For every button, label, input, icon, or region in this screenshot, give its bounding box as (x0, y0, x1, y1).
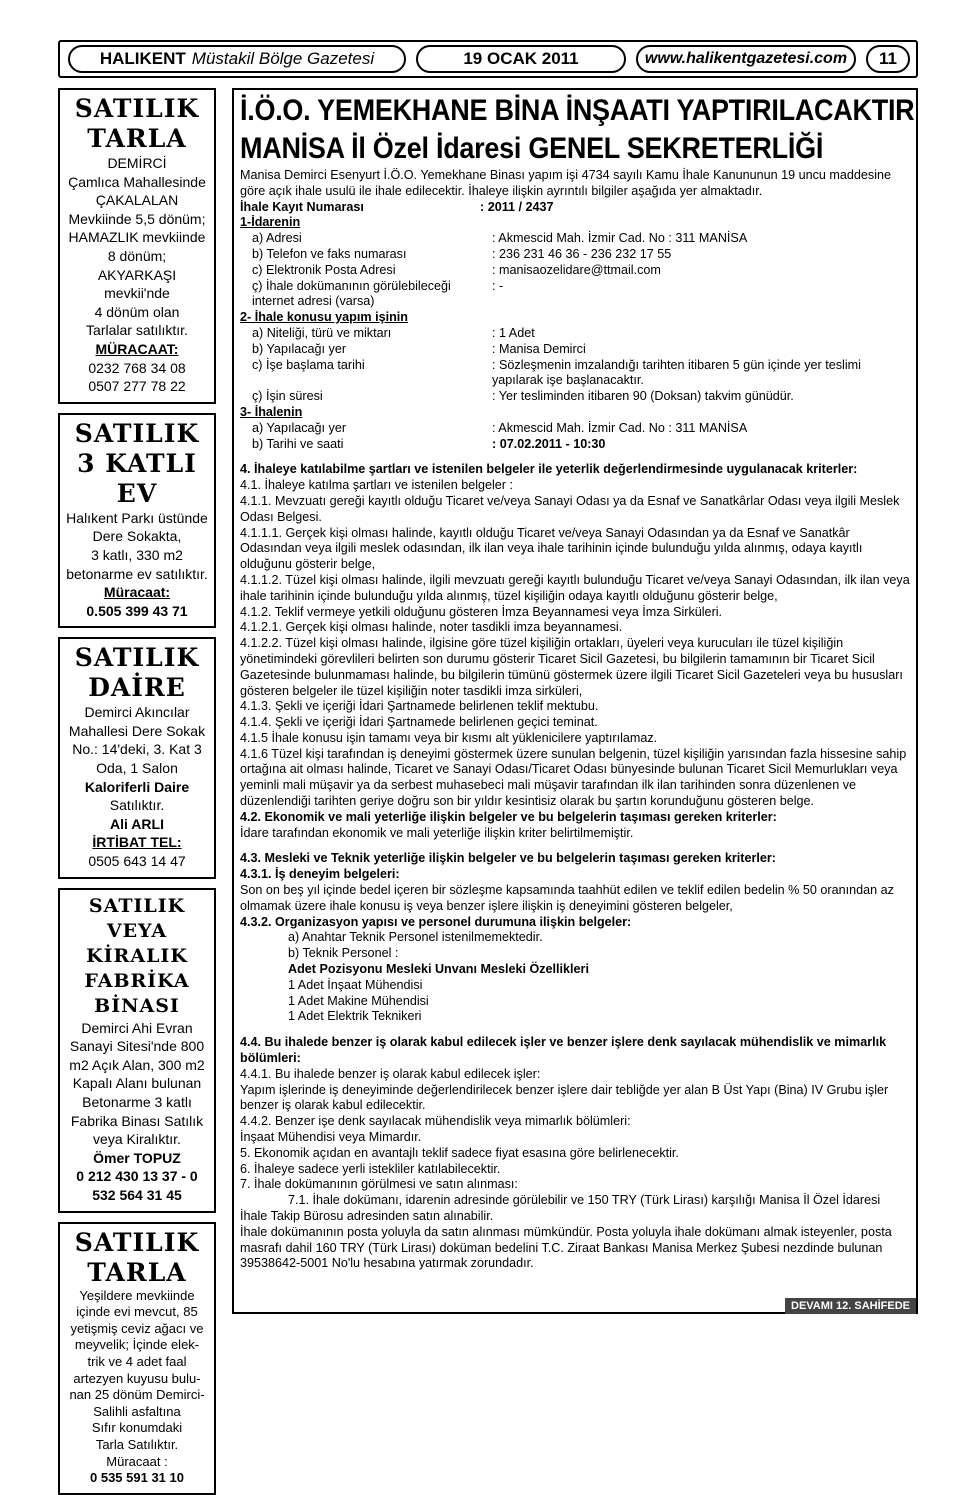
info-key: b) Tarihi ve saati (252, 436, 344, 451)
section-heading: 2- İhale konusu yapım işinin (240, 310, 408, 325)
section-heading: 4.2. Ekonomik ve mali yeterliğe ilişkin belgeler ve bu belgelerin taşıması gereken kriterler: (240, 809, 777, 824)
ad-line: Kaloriferli Daire (84, 778, 190, 795)
info-key: a) Adresi (252, 231, 302, 246)
ad-title: SATILIK (74, 418, 200, 448)
ad-line: Kapalı Alanı bulunan (72, 1075, 202, 1092)
info-key: ç) İşin süresi (252, 389, 323, 404)
ad-line: Tarlalar satılıktır. (86, 322, 188, 339)
info-value: : Sözleşmenin imzalandığı tarihten itibaren 5 gün içinde yer teslimi yapılarak işe başlanacaktır. (492, 357, 861, 388)
kayit-row (240, 200, 910, 216)
article-subtitle: MANİSA İl Özel İdaresi GENEL SEKRETERLİĞİ (240, 132, 824, 165)
personnel-header: Adet Pozisyonu Mesleki Unvanı Mesleki Özellikleri (288, 962, 589, 977)
ad-line: Demirci Akıncılar (84, 704, 190, 721)
ad-title: SATILIK (74, 643, 200, 673)
ad-line: Betonarme 3 katlı (82, 1094, 192, 1110)
paragraph: a) Anahtar Teknik Personel istenilmemektedir. (288, 930, 543, 945)
ad-phone: 0 212 430 13 37 - 0 (76, 1168, 198, 1185)
ad-contact-label: MÜRACAAT: (95, 340, 179, 357)
ad-phone: 0232 768 34 08 (88, 359, 186, 376)
ad-phone: 0.505 399 43 71 (86, 602, 188, 619)
ad-line: nan 25 dönüm Demirci- (69, 1387, 205, 1403)
ad-title: FABRİKA (84, 969, 190, 992)
ad-phone: 532 564 31 45 (92, 1186, 182, 1203)
ad-title: BİNASI (94, 994, 180, 1017)
ad-title: TARLA (87, 1257, 187, 1287)
website-link[interactable]: www.halikentgazetesi.com (636, 45, 856, 73)
info-row (240, 247, 910, 263)
info-key: c) İşe başlama tarihi (252, 357, 365, 372)
info-row (240, 231, 910, 247)
info-row (240, 389, 910, 405)
ad-line: Salihli asfaltına (93, 1403, 181, 1419)
subsection-heading: 4.3.1. İş deneyim belgeleri: (240, 867, 400, 882)
ad-line: Halıkent Parkı üstünde (66, 509, 208, 526)
continued-label: DEVAMI 12. SAHİFEDE (785, 1298, 916, 1314)
ad-line: Demirci Ahi Evran (81, 1019, 193, 1036)
paragraph: b) Teknik Personel : (288, 946, 399, 961)
paragraph: 6. İhaleye sadece yerli istekliler katılabilecektir. (240, 1161, 501, 1176)
info-value: : Akmescid Mah. İzmir Cad. No : 311 MANİSA (492, 420, 748, 435)
ad-line: 3 katlı, 330 m2 (91, 546, 183, 563)
ad-line: Satılıktır. (109, 797, 165, 814)
paragraph: Son on beş yıl içinde bedel içeren bir sözleşme kapsamında taahhüt edilen ve teklif edilen bedelin % 50 oranından az olmamak üzere ihale konusu iş veya benzer işlere ilişkin iş deneyimini gösteren belgeler, (240, 883, 894, 913)
ad-title: 3 KATLI EV (77, 448, 197, 508)
info-key: b) Yapılacağı yer (252, 341, 347, 356)
intro-paragraph: Manisa Demirci Esenyurt İ.Ö.O. Yemekhane Binası yapım işi 4734 sayılı Kamu İhale Kanununun 19 uncu maddesine göre açık ihale usulü ile ihale edilecektir. İhaleye ilişkin ayrıntılı bilgiler aşağıda yer almaktadır. (240, 168, 892, 198)
personnel-item: 1 Adet Elektrik Teknikeri (288, 1009, 422, 1024)
personnel-item: 1 Adet Makine Mühendisi (288, 993, 429, 1008)
info-row (240, 437, 910, 453)
info-row (240, 342, 910, 358)
paper-subtitle: Müstakil Bölge Gazetesi (191, 49, 375, 68)
ad-satilik-tarla-2 (58, 1222, 216, 1495)
personnel-item: 1 Adet İnşaat Mühendisi (288, 977, 423, 992)
info-row (240, 421, 910, 437)
ad-line: No.: 14'deki, 3. Kat 3 (72, 741, 202, 758)
ad-contact-name: Ömer TOPUZ (93, 1149, 181, 1166)
ad-line: Sanayi Sitesi'nde 800 (69, 1038, 205, 1055)
section-heading: 1-İdarenin (240, 215, 301, 230)
info-row (240, 263, 910, 279)
paragraph: İhale dokümanının posta yoluyla da satın alınması mümkündür. Posta yoluyla ihale dokümanı almak isteyenler, posta masrafı dahil 160 TRY (Türk Lirası) doküman bedelini T.C. Ziraat Bankası Manisa Merkez Şubesi nezdinde bulunan 39538642-5001 No'lu hesabına yatırmak zorundadır. (240, 1224, 892, 1271)
ad-title: SATILIK (74, 94, 200, 123)
paragraph: 4.1.2. Teklif vermeye yetkili olduğunu gösteren İmza Beyannamesi veya İmza Sirküleri. (240, 604, 723, 619)
ad-line: Dere Sokakta, (92, 528, 182, 545)
ad-line: m2 Açık Alan, 300 m2 (69, 1056, 205, 1073)
info-value: : manisaozelidare@ttmail.com (492, 262, 661, 277)
paper-name: HALIKENT (99, 49, 186, 68)
ad-line: veya Kiralıktır. (93, 1131, 181, 1148)
info-value: : Manisa Demirci (492, 341, 586, 356)
paragraph: İnşaat Mühendisi veya Mimardır. (240, 1130, 422, 1145)
info-value: : - (492, 278, 504, 293)
kayit-label: İhale Kayıt Numarası (240, 199, 364, 214)
article-title: İ.Ö.O. YEMEKHANE BİNA İNŞAATI YAPTIRILACAKTIR (240, 94, 915, 127)
section-heading: 4.3. Mesleki ve Teknik yeterliğe ilişkin belgeler ve bu belgelerin taşıması gereken kriterler: (240, 851, 776, 866)
paragraph: 4.1.5 İhale konusu işin tamamı veya bir kısmı alt yüklenicilere yaptırılamaz. (240, 730, 658, 745)
paragraph: 4.1.2.1. Gerçek kişi olması halinde, noter tasdikli imza beyannamesi. (240, 620, 623, 635)
info-row (240, 358, 910, 390)
kayit-value: : 2011 / 2437 (480, 199, 554, 214)
paragraph: 4.4.2. Benzer işe denk sayılacak mühendislik veya mimarlık bölümleri: (240, 1114, 631, 1129)
ad-title: DAİRE (88, 673, 186, 703)
info-key: ç) İhale dokümanının görülebileceği internet adresi (varsa) (252, 278, 451, 309)
ad-satilik-tarla-1 (58, 88, 216, 404)
ad-line: 8 dönüm; (107, 247, 167, 264)
section-heading: 4. İhaleye katılabilme şartları ve istenilen belgeler ile yeterlik değerlendirmesinde uygulanacak kriterler: (240, 462, 858, 477)
ad-line: HAMAZLIK mevkiinde (68, 229, 206, 246)
ad-line: 4 dönüm olan (94, 303, 180, 320)
section-heading: 4.4. Bu ihalede benzer iş olarak kabul edilecek işler ve benzer işlere denk sayılacak mühendislik ve mimarlık bölümleri: (240, 1035, 887, 1066)
ad-line: trik ve 4 adet faal (87, 1353, 187, 1369)
ad-line: meyvelik; İçinde elek- (74, 1337, 200, 1353)
paragraph: 4.1.4. Şekli ve içeriği İdari Şartnamede belirlenen geçici teminat. (240, 715, 598, 730)
ad-title: SATILIK (74, 1227, 200, 1257)
ad-line: Mahallesi Dere Sokak (68, 722, 206, 739)
info-value: : 236 231 46 36 - 236 232 17 55 (492, 246, 672, 261)
info-key: b) Telefon ve faks numarası (252, 246, 407, 261)
classified-ads-column (58, 88, 216, 1486)
section-heading: 3- İhalenin (240, 404, 303, 419)
paragraph: 4.1. İhaleye katılma şartları ve istenilen belgeler : (240, 478, 514, 493)
paragraph: İdare tarafından ekonomik ve mali yeterliğe ilişkin kriter belirtilmemiştir. (240, 825, 634, 840)
paragraph: 7.1. İhale dokümanı, idarenin adresinde görülebilir ve 150 TRY (Türk Lirası) karşılığı Manisa İl Özel İdaresi İhale Takip Bürosu adresinden satın alınabilir. (240, 1193, 881, 1223)
info-key: a) Yapılacağı yer (252, 420, 347, 435)
paper-name-pill (68, 45, 406, 73)
ad-satilik-daire (58, 637, 216, 878)
ad-phone: 0 535 591 31 10 (90, 1470, 184, 1486)
subsection-heading: 4.3.2. Organizasyon yapısı ve personel durumuna ilişkin belgeler: (240, 914, 632, 929)
paragraph: 5. Ekonomik açıdan en avantajlı teklif sadece fiyat esasına göre belirlenecektir. (240, 1145, 679, 1160)
info-key: c) Elektronik Posta Adresi (252, 262, 396, 277)
ad-line: yetişmiş ceviz ağacı ve (70, 1320, 204, 1336)
tender-article (232, 88, 918, 1314)
info-value: : 07.02.2011 - 10:30 (492, 436, 606, 451)
ad-line: Fabrika Binası Satılık (70, 1112, 204, 1129)
ad-line: DEMİRCİ (107, 155, 167, 171)
info-row (240, 279, 910, 311)
ad-contact-label: Müracaat: (103, 584, 171, 601)
ad-line: Çamlıca Mahallesinde (68, 173, 206, 190)
page-number: 11 (866, 45, 910, 73)
paragraph: 4.1.1.2. Tüzel kişi olması halinde, ilgili mevzuatı gereği kayıtlı bulunduğu Ticaret ve/veya Sanayi Odasından, ilk ilan veya ihale tarihinin içinde bulunduğu yılda alınmış, tüzel kişiliğin odaya kayıtlı olduğunu gösterir belge, (240, 572, 910, 603)
ad-satilik-ev (58, 413, 216, 629)
ad-line: betonarme ev satılıktır. (66, 565, 208, 582)
ad-line: Oda, 1 Salon (96, 760, 178, 777)
paragraph: 4.4.1. Bu ihalede benzer iş olarak kabul edilecek işler: (240, 1066, 541, 1081)
ad-contact-label: İRTİBAT TEL: (92, 834, 182, 851)
info-value: : Akmescid Mah. İzmir Cad. No : 311 MANİSA (492, 231, 748, 246)
info-value: : 1 Adet (492, 325, 535, 340)
paragraph: Yapım işlerinde iş deneyiminde değerlendirilecek benzer işlere dair tebliğde yer alan B Üst Yapı (Bina) IV Grubu işler benzer iş olarak kabul edilecektir. (240, 1082, 889, 1113)
ad-fabrika (58, 888, 216, 1213)
ad-line: içinde evi mevcut, 85 (76, 1304, 198, 1320)
info-row (240, 326, 910, 342)
page-header (58, 40, 918, 78)
ad-title: SATILIK VEYA (88, 894, 186, 942)
ad-phone: 0505 643 14 47 (88, 853, 186, 870)
paragraph: 4.1.1. Mevzuatı gereği kayıtlı olduğu Ticaret ve/veya Sanayi Odası ya da Esnaf ve Sanatkârlar Odası veya ilgili Meslek Odası Belgesi. (240, 493, 900, 524)
issue-date: 19 OCAK 2011 (416, 45, 626, 73)
ad-line: ÇAKALALAN (95, 192, 179, 209)
paragraph: 7. İhale dokümanının görülmesi ve satın alınması: (240, 1177, 518, 1192)
info-value: : Yer tesliminden itibaren 90 (Doksan) takvim günüdür. (492, 389, 794, 404)
ad-phone: 0507 277 78 22 (88, 378, 186, 395)
ad-title: TARLA (87, 124, 187, 153)
ad-line: Yeşildere mevkiinde (79, 1287, 195, 1303)
ad-line: Mevkiinde 5,5 dönüm; (68, 210, 206, 227)
info-key: a) Niteliği, türü ve miktarı (252, 325, 392, 340)
ad-contact-name: Ali ARLI (110, 815, 164, 832)
ad-line: AKYARKAŞI mevkii'nde (97, 266, 177, 302)
ad-line: Sıfır konumdaki (91, 1420, 183, 1436)
ad-line: artezyen kuyusu bulu- (73, 1370, 201, 1386)
paragraph: 4.1.1.1. Gerçek kişi olması halinde, kayıtlı olduğu Ticaret ve/veya Sanayi Odasından ya da Esnaf ve Sanatkâr Odasından veya ilgili meslek odasından, ilk ilan veya ihale tarihinin içinde bulunduğu yılda alınmış, odaya kayıtlı olduğunu gösterir belge, (240, 525, 863, 572)
ad-title: KİRALIK (86, 944, 188, 967)
ad-line: Tarla Satılıktır. (95, 1436, 179, 1452)
ad-contact-label: Müracaat : (106, 1453, 168, 1469)
paragraph: 4.1.6 Tüzel kişi tarafından iş deneyimi göstermek üzere sunulan belgenin, tüzel kişiliğin yarısından fazla hissesine sahip ortağına ait olması halinde, Ticaret ve Sanayi Odası/Ticaret Odası bünyesinde bulunan Ticaret Sicil Memurlukları veya yeminli mali müşavir ya da serbest muhasebeci mali müşavir tarafından ilk ilan tarihinden sonra düzenlenen ve düzenlendiği tarihten geriye doğru son bir yıldır kesintisiz olarak bu şartın korunduğunu gösteren belge. (240, 746, 907, 809)
paragraph: 4.1.2.2. Tüzel kişi olması halinde, ilgisine göre tüzel kişiliğin ortakları, üyeleri veya kurucuları ile tüzel kişiliğin yönetimindeki görevlileri belirten son durumu gösterir Ticaret Sicil Gazetesi, bu bilgilerin tamamının bir Ticaret Sicil Gazetesinde bulunmaması halinde, bu bilgilerin tümünü göstermek üzere ilgili Ticaret Sicil Gazeteleri veya bu hususları gösteren belgeler ile tüzel kişiliğin noter tasdikli imza sirküleri, (240, 636, 903, 698)
paragraph: 4.1.3. Şekli ve içeriği İdari Şartnamede belirlenen teklif mektubu. (240, 699, 599, 714)
